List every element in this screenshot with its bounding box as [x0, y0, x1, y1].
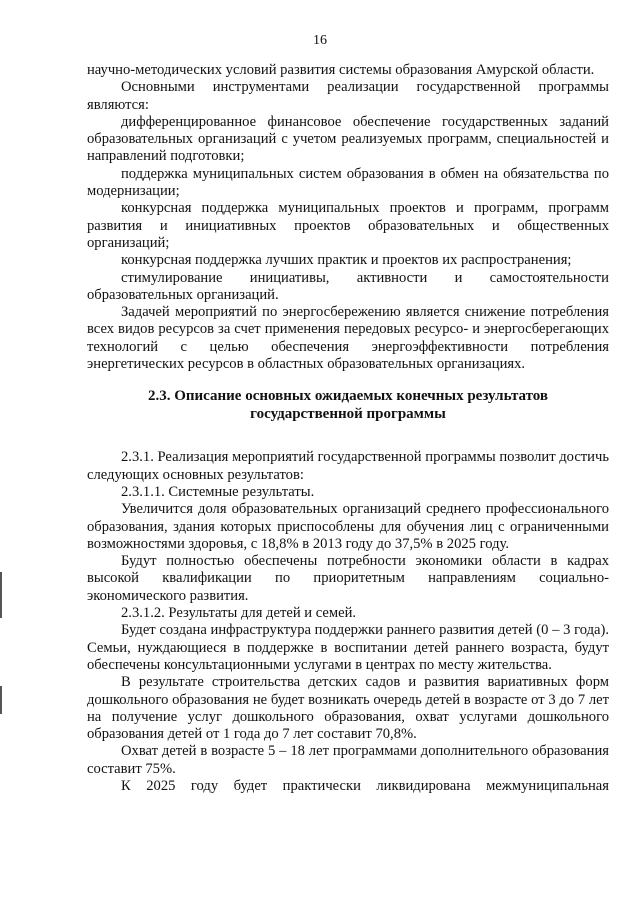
subheading: 2.3.1.1. Системные результаты.	[121, 483, 315, 500]
list-item: конкурсная поддержка лучших практик и проектов их распространения;	[121, 252, 572, 269]
paragraph: В результате строительства детских садов и развития вариативных форм дошкольного образования не будет возникать очередь детей в возрасте от 3 до 7 лет на получение услуг дошкольного образования, охват услугами дошкольного образования детей от 1 года до 7 лет составит 70,8%.	[87, 674, 609, 743]
list-item: конкурсная поддержка муниципальных проектов и программ, программ развития и инициативных проектов образовательных и общественных организаций;	[87, 200, 609, 251]
paragraph: К 2025 году будет практически ликвидирована межмуниципальная	[121, 777, 609, 794]
list-item: поддержка муниципальных систем образования в обмен на обязательства по модернизации;	[87, 165, 609, 200]
list-item: стимулирование инициативы, активности и самостоятельности образовательных организаций.	[87, 269, 609, 303]
paragraph: Будут полностью обеспечены потребности экономики области в кадрах высокой квалификации по приоритетным направлениям социально-экономического развития.	[87, 553, 609, 604]
paragraph: 2.3.1. Реализация мероприятий государственной программы позволит достичь следующих основных результатов:	[87, 449, 609, 483]
paragraph: Задачей мероприятий по энергосбережению является снижение потребления всех видов ресурсов за счет применения передовых ресурсо- и энергосберегающих технологий с целью обеспечения энергоэффективности потребления энергетических ресурсов в областных образовательных организациях.	[87, 304, 609, 373]
paragraph: Охват детей в возрасте 5 – 18 лет программами дополнительного образования составит 75%.	[87, 743, 609, 777]
subheading: 2.3.1.2. Результаты для детей и семей.	[121, 605, 357, 622]
paragraph: Основными инструментами реализации государственной программы являются:	[87, 79, 609, 113]
list-item: дифференцированное финансовое обеспечение государственных заданий образовательных организаций с учетом реализуемых программ, специальностей и направлений подготовки;	[87, 113, 609, 165]
scan-edge-mark	[0, 686, 2, 714]
scan-edge-mark	[0, 572, 2, 618]
body-text	[87, 62, 609, 795]
paragraph: Увеличится доля образовательных организаций среднего профессионального образования, здания которых приспособлены для обучения лиц с ограниченными возможностями здоровья, с 18,8% в 2013 году до 37,5% в 2025 году.	[87, 501, 609, 552]
paragraph: Будет создана инфраструктура поддержки раннего развития детей (0 – 3 года). Семьи, нуждающиеся в поддержке в воспитании детей раннего возраста, будут обеспечены консультационными услугами в центрах по месту жительства.	[87, 622, 609, 673]
page-number: 16	[313, 33, 327, 48]
section-heading	[87, 387, 609, 423]
heading-line: государственной программы	[250, 406, 446, 423]
paragraph: научно-методических условий развития системы образования Амурской области.	[87, 62, 595, 78]
heading-line: 2.3. Описание основных ожидаемых конечных результатов	[147, 388, 549, 405]
